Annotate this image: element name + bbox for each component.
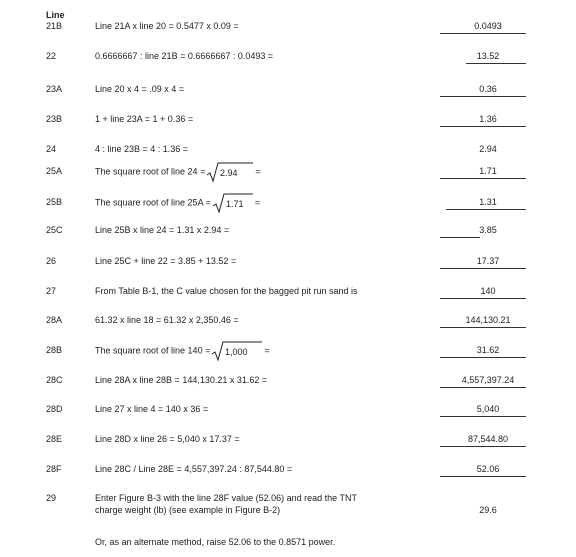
result-value: 2.94 — [479, 144, 497, 154]
calc-row-28c — [0, 375, 576, 389]
radicand: 1.71 — [225, 199, 244, 209]
result-value: 13.52 — [476, 51, 500, 61]
square-root-symbol — [212, 192, 254, 214]
calc-row-23b — [0, 114, 576, 128]
line-description: Line 25B x line 24 = 1.31 x 2.94 = — [95, 225, 230, 235]
calc-row-29 — [0, 493, 576, 515]
result-value: 3.85 — [479, 225, 497, 235]
square-root-symbol — [206, 161, 254, 183]
description-after: = — [255, 166, 261, 177]
calc-row-25c — [0, 225, 576, 239]
answer-underline — [440, 237, 480, 238]
answer-underline — [440, 268, 526, 269]
result-value: 5,040 — [476, 404, 500, 414]
line-number: 22 — [46, 51, 57, 61]
calc-row-28b — [0, 345, 576, 359]
line-description: Line 27 x line 4 = 140 x 36 = — [95, 404, 209, 414]
calc-row-24 — [0, 144, 576, 158]
line-description: 4 : line 23B = 4 : 1.36 = — [95, 144, 189, 154]
line-number: 28E — [46, 434, 63, 444]
result-value: 52.06 — [476, 464, 500, 474]
footer-note-row — [0, 537, 576, 551]
answer-underline — [440, 298, 526, 299]
calc-row-25b — [0, 197, 576, 211]
line-description: Line 25C + line 22 = 3.85 + 13.52 = — [95, 256, 237, 266]
answer-underline — [440, 476, 526, 477]
line-number: 28F — [46, 464, 62, 474]
line-description: Line 20 x 4 = .09 x 4 = — [95, 84, 185, 94]
line-description: Line 28A x line 28B = 144,130.21 x 31.62 = — [95, 375, 268, 385]
result-value: 140 — [480, 286, 496, 296]
answer-underline — [440, 178, 526, 179]
radicand: 1,000 — [225, 347, 248, 357]
calc-row-28f — [0, 464, 576, 478]
result-value: 17.37 — [476, 256, 500, 266]
result-value: 0.0493 — [474, 21, 502, 31]
line-description-continued: charge weight (lb) (see example in Figure B-2) — [95, 505, 281, 515]
line-number: 26 — [46, 256, 57, 266]
answer-underline — [440, 126, 526, 127]
answer-underline — [440, 96, 526, 97]
description-before: The square root of line 140 = — [95, 345, 211, 356]
result-value: 87,544.80 — [467, 434, 509, 444]
calc-row-28a — [0, 315, 576, 329]
square-root-symbol — [211, 340, 263, 362]
result-value: 4,557,397.24 — [461, 375, 515, 385]
description-after: = — [254, 197, 261, 208]
radicand: 2.94 — [220, 168, 238, 178]
description-before: The square root of line 24 = — [95, 166, 206, 177]
footer-note: Or, as an alternate method, raise 52.06 to the 0.8571 power. — [95, 537, 336, 547]
result-value: 1.31 — [479, 197, 497, 207]
answer-underline — [446, 209, 526, 210]
line-number: 27 — [46, 286, 57, 296]
line-description: Line 21A x line 20 = 0.5477 x 0.09 = — [95, 21, 239, 31]
line-number: 24 — [46, 144, 57, 154]
description-after: = — [264, 345, 270, 356]
calc-row-27 — [0, 286, 576, 300]
result-value: 144,130.21 — [465, 315, 511, 325]
line-number: 23B — [46, 114, 63, 124]
result-value: 1.71 — [479, 166, 497, 176]
line-number: 28A — [46, 315, 63, 325]
line-number: 21B — [46, 21, 63, 31]
calc-row-28d — [0, 404, 576, 418]
line-description — [95, 192, 260, 214]
answer-underline — [440, 416, 526, 417]
line-description: From Table B-1, the C value chosen for the bagged pit run sand is — [95, 286, 358, 296]
answer-underline — [440, 387, 526, 388]
line-number: 25C — [46, 225, 63, 235]
answer-underline — [440, 33, 526, 34]
result-value: 0.36 — [479, 84, 497, 94]
calc-row-25a — [0, 166, 576, 180]
line-number: 29 — [46, 493, 57, 503]
line-number: 28D — [46, 404, 63, 414]
answer-underline — [440, 357, 526, 358]
line-description: Line 28C / Line 28E = 4,557,397.24 : 87,544.80 = — [95, 464, 293, 474]
line-description — [95, 340, 270, 362]
calc-row-26 — [0, 256, 576, 270]
line-description: 61.32 x line 18 = 61.32 x 2,350.46 = — [95, 315, 239, 325]
line-number: 23A — [46, 84, 63, 94]
result-value: 29.6 — [479, 505, 497, 515]
line-number: 25B — [46, 197, 63, 207]
line-number: 28B — [46, 345, 63, 355]
line-number: 25A — [46, 166, 63, 176]
line-description: Enter Figure B-3 with the line 28F value (52.06) and read the TNT — [95, 493, 357, 503]
line-description — [95, 161, 261, 183]
answer-underline — [440, 446, 526, 447]
calc-row-28e — [0, 434, 576, 448]
column-header-line: Line — [46, 10, 65, 20]
description-before: The square root of line 25A = — [95, 197, 211, 208]
line-number: 28C — [46, 375, 63, 385]
line-description: 1 + line 23A = 1 + 0.36 = — [95, 114, 194, 124]
result-value: 1.36 — [479, 114, 497, 124]
calc-row-23a — [0, 84, 576, 98]
calc-row-22 — [0, 51, 576, 65]
line-description: 0.6666667 : line 21B = 0.6666667 : 0.0493 = — [95, 51, 274, 61]
line-description: Line 28D x line 26 = 5,040 x 17.37 = — [95, 434, 240, 444]
answer-underline — [440, 327, 526, 328]
result-value: 31.62 — [476, 345, 500, 355]
answer-underline — [466, 63, 526, 64]
calc-row-21b — [0, 21, 576, 35]
